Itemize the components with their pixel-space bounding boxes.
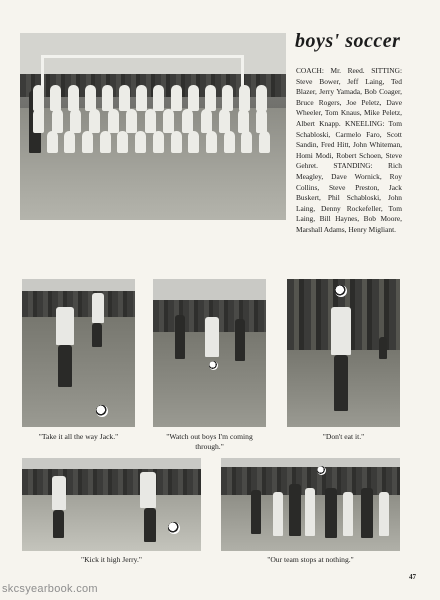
action-photo-2 — [153, 279, 266, 427]
page-number: 47 — [409, 573, 416, 581]
action-photo-5 — [221, 458, 400, 551]
caption-photo-5: "Our team stops at nothing." — [267, 555, 354, 564]
watermark: skcsyearbook.com — [2, 583, 98, 595]
team-roster: COACH: Mr. Reed. SITTING: Steve Bower, Jeff Laing, Ted Blazer, Jerry Yamada, Bob Coager, Bruce Rogers, Joe Peletz, Dave Wheeler, Tom Knaus, Mike Peletz, Albert Knapp. KNEELING: Tom Schabloski, Carmelo Faro, Scott Sandin, Fred Hitt, John Whiteman, Homi Modi, Robert Schoen, Steve Gehret. STANDING: Rich Meagley, Dave Wornick, Roy Collins, Steve Preston, Jack Buskert, Phil Schabloski, John Laing, Denny Rockefeller, Tom Laing, Bill Haynes, Bob Moore, Marshall Adams, Henry Migliant. — [296, 66, 402, 234]
action-photo-4 — [22, 458, 201, 551]
action-photo-3 — [287, 279, 400, 427]
team-photo — [20, 33, 286, 220]
caption-photo-2: "Watch out boys I'm coming through." — [166, 432, 253, 451]
caption-photo-4: "Kick it high Jerry." — [81, 555, 142, 564]
caption-photo-1: "Take it all the way Jack." — [38, 432, 119, 441]
action-photo-1 — [22, 279, 135, 427]
page-heading: boys' soccer — [295, 30, 401, 52]
caption-photo-3: "Don't eat it." — [322, 432, 365, 441]
